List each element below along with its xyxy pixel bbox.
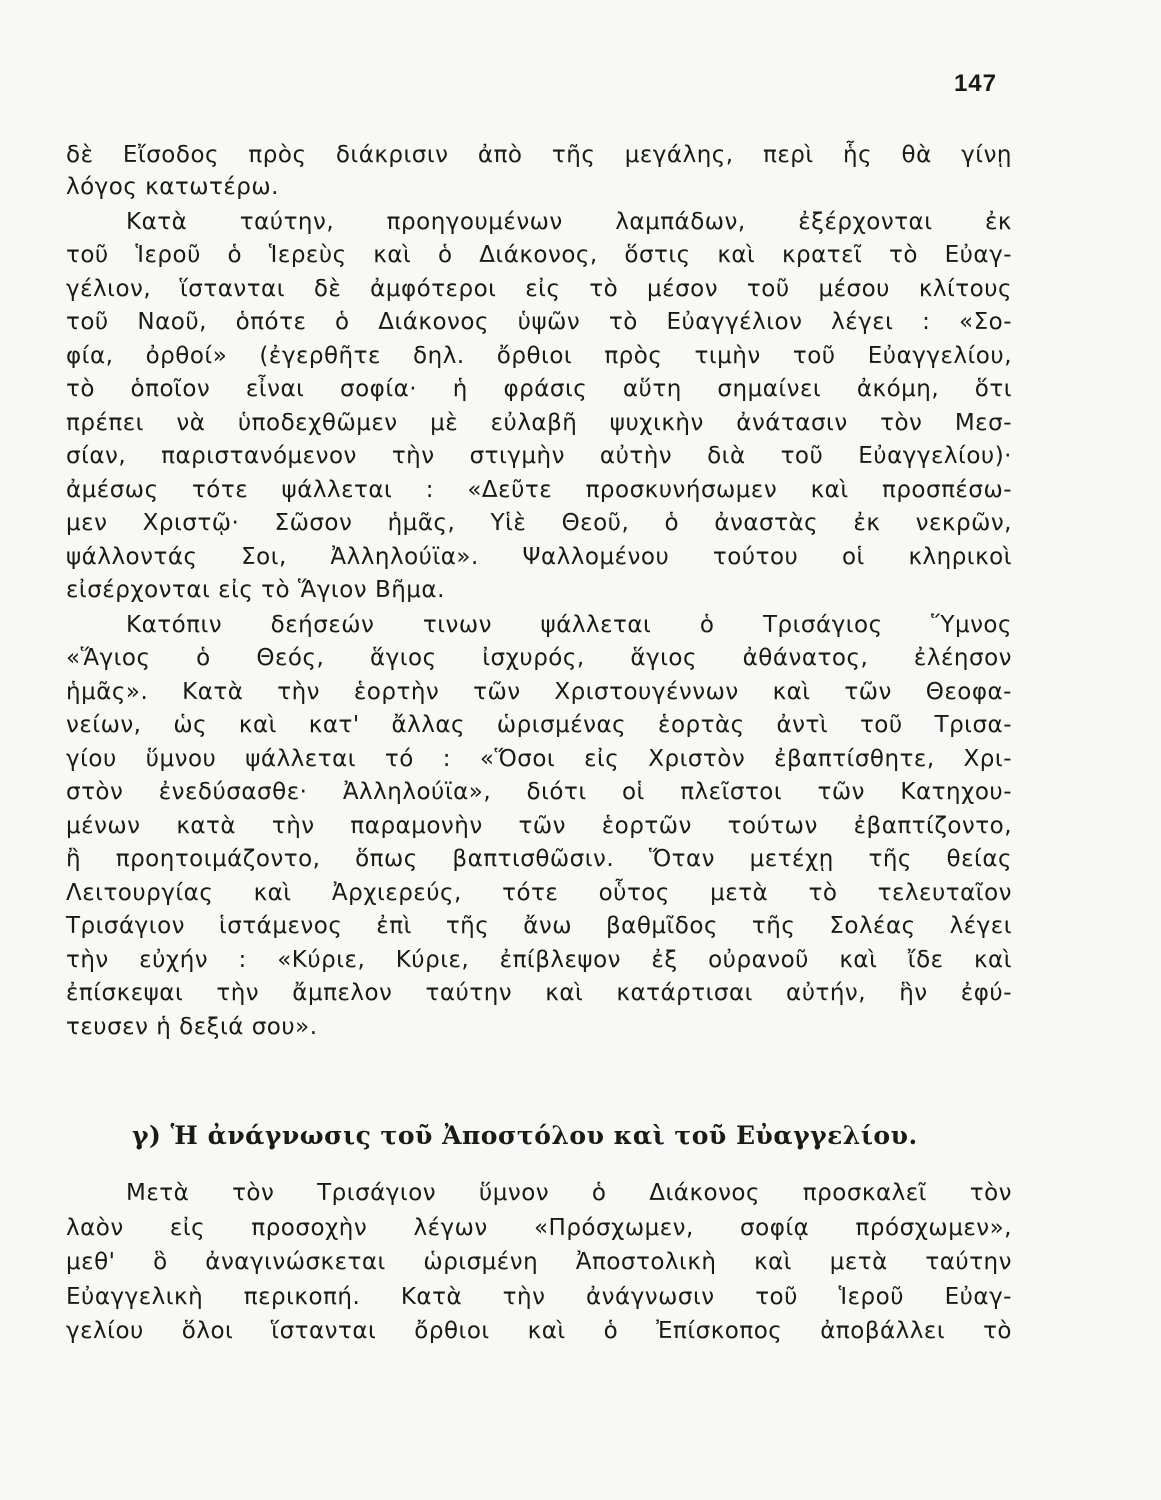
text-line: γελίου ὅλοι ἵστανται ὄρθιοι καὶ ὁ Ἐπίσκοπος ἀποβάλλει τὸ (66, 1318, 1012, 1344)
text-line: νείων, ὡς καὶ κατ' ἄλλας ὡρισμένας ἑορτὰς ἀντὶ τοῦ Τρισα- (66, 712, 1012, 738)
text-line: φία, ὀρθοί» (ἐγερθῆτε δηλ. ὄρθιοι πρὸς τιμὴν τοῦ Εὐαγγελίου, (66, 343, 1012, 369)
text-line: ἡμᾶς». Κατὰ τὴν ἑορτὴν τῶν Χριστουγέννων καὶ τῶν Θεοφα- (66, 679, 1012, 705)
text-line: Κατόπιν δεήσεών τινων ψάλλεται ὁ Τρισάγιος Ὕμνος (126, 612, 1012, 638)
text-line: γίου ὕμνου ψάλλεται τό : «Ὅσοι εἰς Χριστὸν ἐβαπτίσθητε, Χρι- (66, 746, 1012, 772)
text-line: τοῦ Ναοῦ, ὁπότε ὁ Διάκονος ὑψῶν τὸ Εὐαγγέλιον λέγει : «Σο- (66, 309, 1012, 335)
text-line: στὸν ἐνεδύσασθε· Ἀλληλούϊα», διότι οἱ πλεῖστοι τῶν Κατηχου- (66, 779, 1012, 805)
text-line: Λειτουργίας καὶ Ἀρχιερεύς, τότε οὗτος μετὰ τὸ τελευταῖον (66, 880, 1012, 906)
text-line: τευσεν ἡ δεξιά σου». (66, 1014, 318, 1040)
text-line: μεθ' ὃ ἀναγινώσκεται ὡρισμένη Ἀποστολικὴ καὶ μετὰ ταύτην (66, 1249, 1012, 1275)
text-line: ἐπίσκεψαι τὴν ἄμπελον ταύτην καὶ κατάρτισαι αὐτήν, ἣν ἐφύ- (66, 980, 1012, 1006)
text-line: ἢ προητοιμάζοντο, ὅπως βαπτισθῶσιν. Ὅταν μετέχῃ τῆς θείας (66, 846, 1012, 872)
section-heading: γ) Ἡ ἀνάγνωσις τοῦ Ἀποστόλου καὶ τοῦ Εὐαγγελίου. (132, 1121, 918, 1150)
text-line: τοῦ Ἱεροῦ ὁ Ἱερεὺς καὶ ὁ Διάκονος, ὅστις καὶ κρατεῖ τὸ Εὐαγ- (66, 242, 1012, 268)
text-line: Εὐαγγελικὴ περικοπή. Κατὰ τὴν ἀνάγνωσιν τοῦ Ἱεροῦ Εὐαγ- (66, 1284, 1012, 1310)
text-line: ψάλλοντάς Σοι, Ἀλληλούϊα». Ψαλλομένου τούτου οἱ κληρικοὶ (66, 544, 1012, 570)
text-line: λόγος κατωτέρω. (66, 174, 279, 200)
text-line: Τρισάγιον ἱστάμενος ἐπὶ τῆς ἄνω βαθμῖδος τῆς Σολέας λέγει (66, 913, 1012, 939)
text-line: Μετὰ τὸν Τρισάγιον ὕμνον ὁ Διάκονος προσκαλεῖ τὸν (126, 1180, 1012, 1206)
text-line: μεν Χριστῷ· Σῶσον ἡμᾶς, Υἱὲ Θεοῦ, ὁ ἀναστὰς ἐκ νεκρῶν, (66, 510, 1012, 536)
text-line: σίαν, παριστανόμενον τὴν στιγμὴν αὐτὴν διὰ τοῦ Εὐαγγελίου)· (66, 443, 1012, 469)
text-line: δὲ Εἴσοδος πρὸς διάκρισιν ἀπὸ τῆς μεγάλης, περὶ ἧς θὰ γίνῃ (66, 142, 1012, 168)
text-line: Κατὰ ταύτην, προηγουμένων λαμπάδων, ἐξέρχονται ἐκ (126, 209, 1012, 235)
text-line: ἀμέσως τότε ψάλλεται : «Δεῦτε προσκυνήσωμεν καὶ προσπέσω- (66, 477, 1012, 503)
text-line: εἰσέρχονται εἰς τὸ Ἅγιον Βῆμα. (66, 577, 445, 603)
text-line: τὴν εὐχήν : «Κύριε, Κύριε, ἐπίβλεψον ἐξ οὐρανοῦ καὶ ἴδε καὶ (66, 947, 1012, 973)
page-number: 147 (953, 70, 997, 97)
text-line: λαὸν εἰς προσοχὴν λέγων «Πρόσχωμεν, σοφίᾳ πρόσχωμεν», (66, 1215, 1012, 1241)
text-line: πρέπει νὰ ὑποδεχθῶμεν μὲ εὐλαβῆ ψυχικὴν ἀνάτασιν τὸν Μεσ- (66, 410, 1012, 436)
text-line: γέλιον, ἵστανται δὲ ἀμφότεροι εἰς τὸ μέσον τοῦ μέσου κλίτους (66, 276, 1012, 302)
text-line: τὸ ὁποῖον εἶναι σοφία· ἡ φράσις αὕτη σημαίνει ἀκόμη, ὅτι (66, 376, 1012, 402)
text-line: μένων κατὰ τὴν παραμονὴν τῶν ἑορτῶν τούτων ἐβαπτίζοντο, (66, 813, 1012, 839)
text-line: «Ἅγιος ὁ Θεός, ἅγιος ἰσχυρός, ἅγιος ἀθάνατος, ἐλέησον (66, 645, 1012, 671)
